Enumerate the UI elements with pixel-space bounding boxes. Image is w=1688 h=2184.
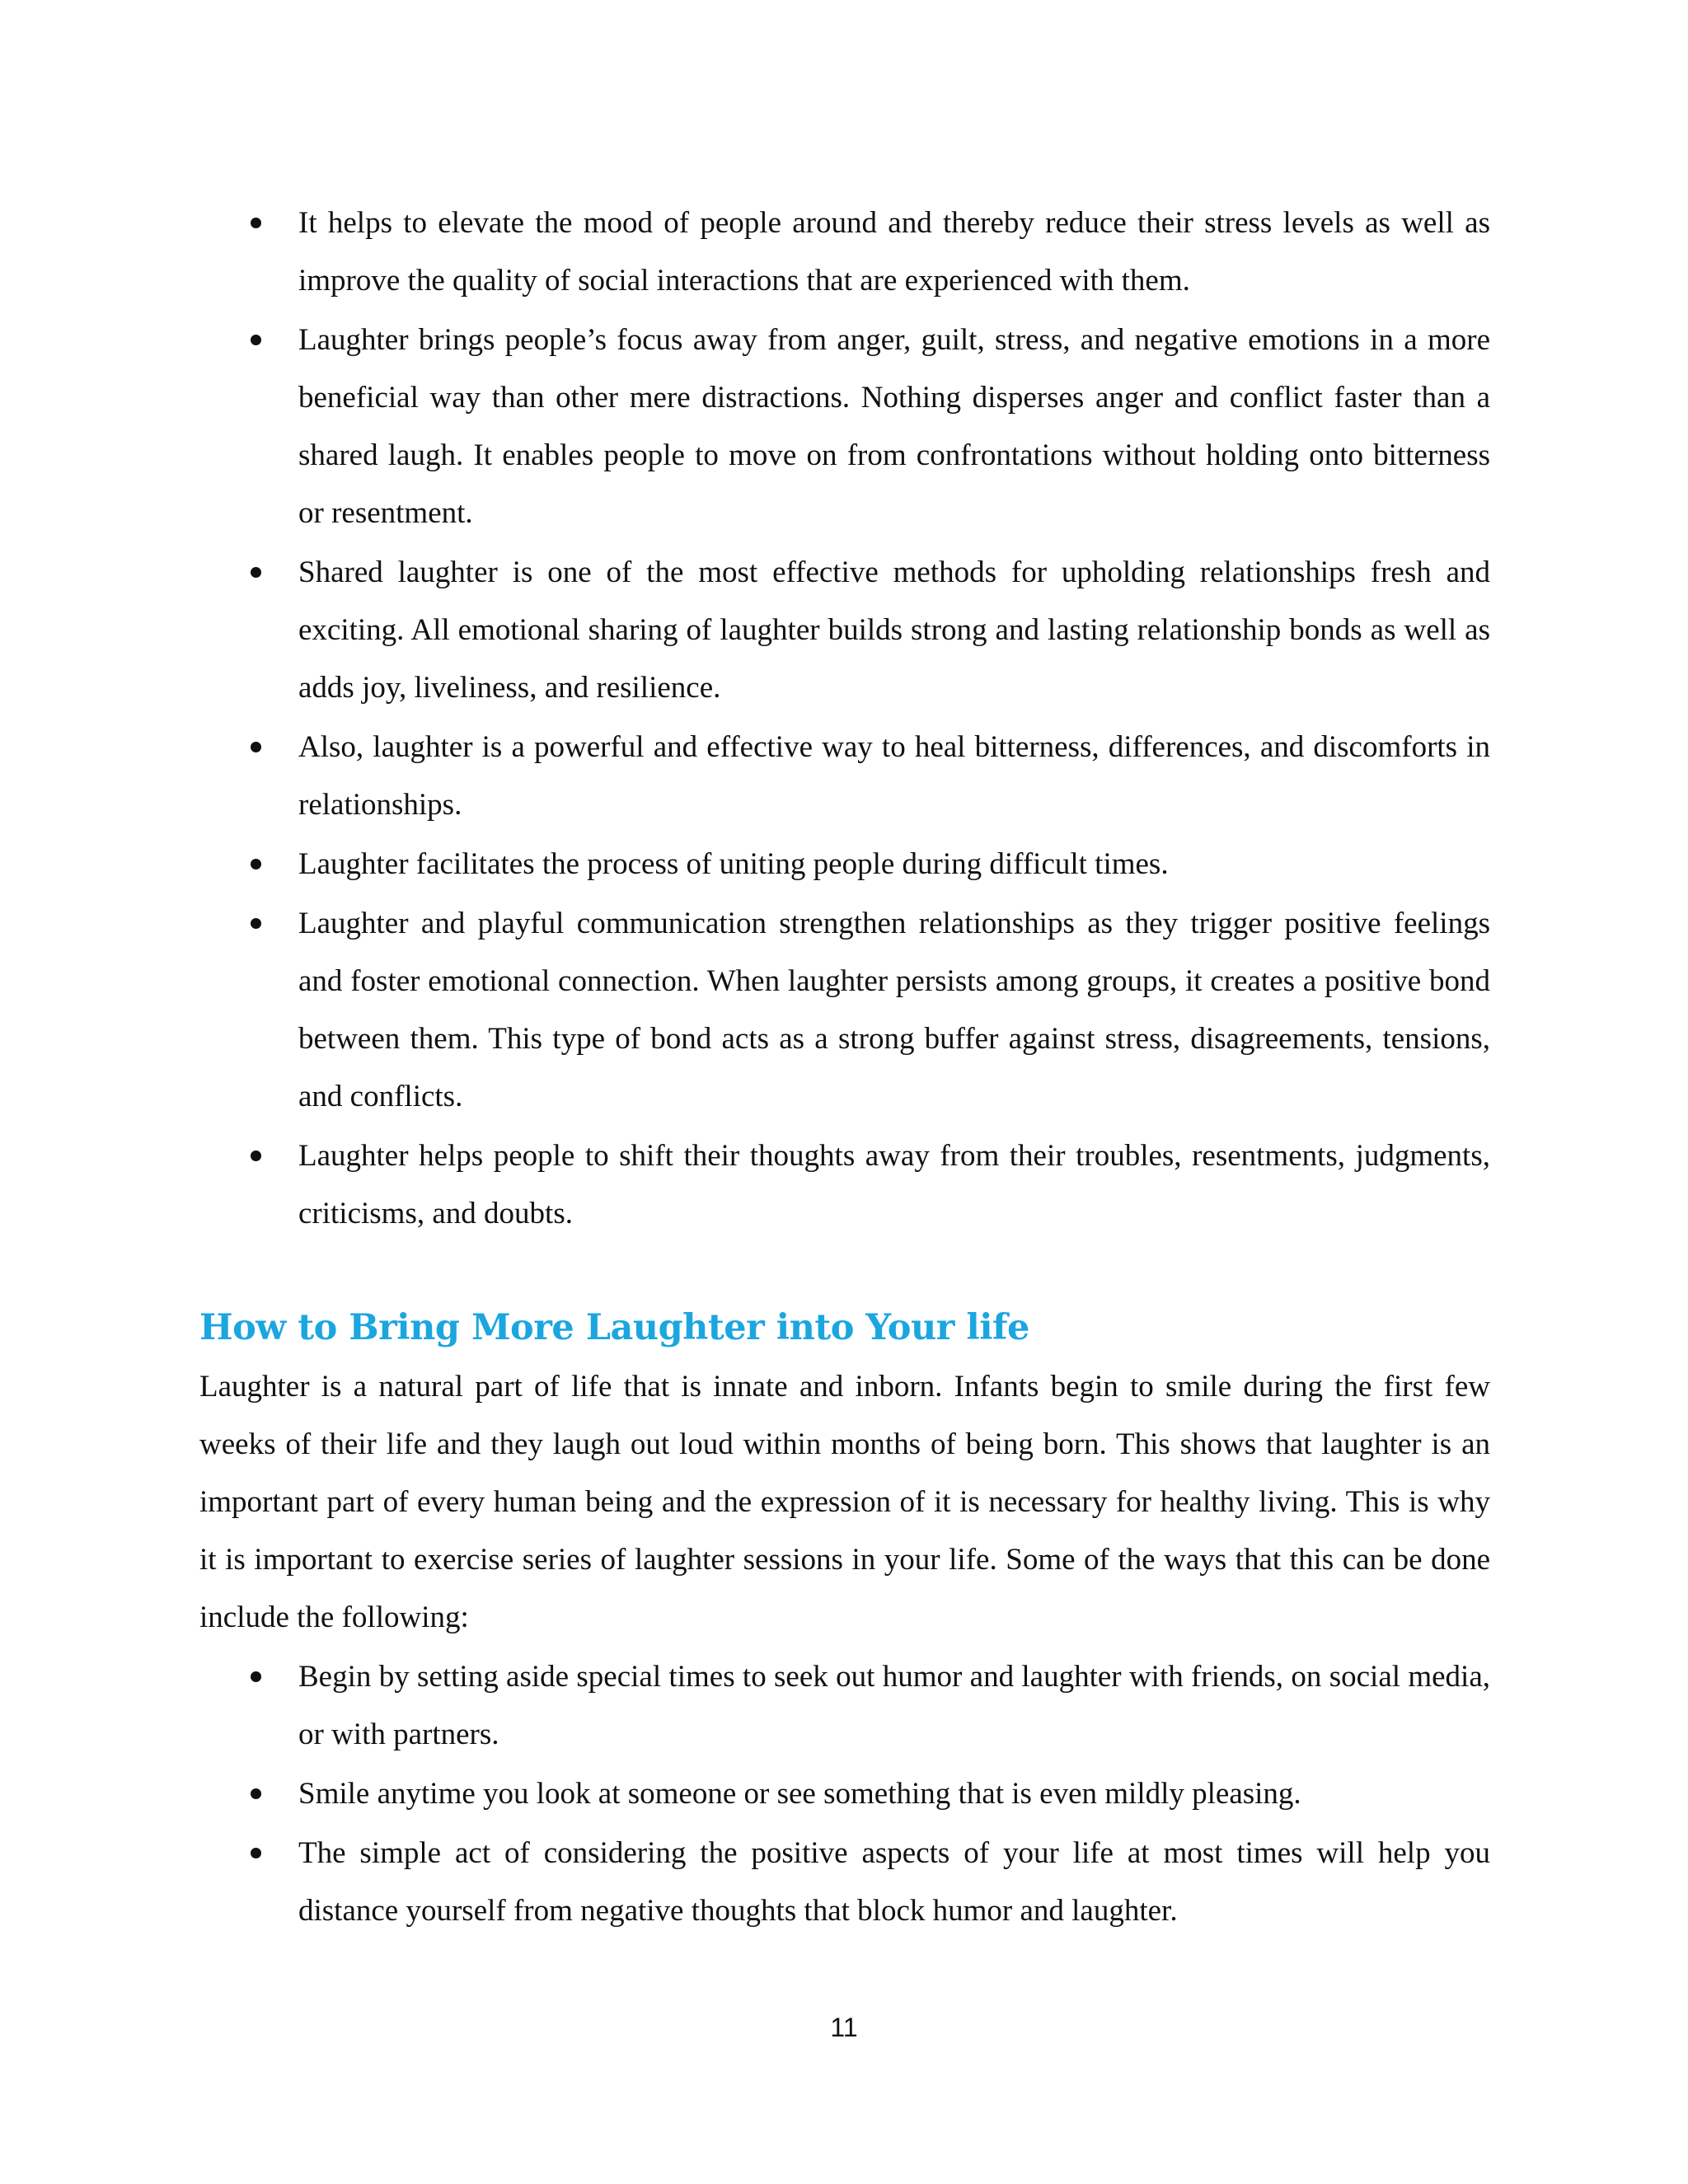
- bullet-icon: [251, 218, 261, 228]
- bullet-icon: [251, 567, 261, 578]
- list-item-text: Also, laughter is a powerful and effective way to heal bitterness, differences, and discomforts in relationships.: [298, 730, 1490, 822]
- list-item-text: Shared laughter is one of the most effective methods for upholding relationships fresh and exciting. All emotional sharing of laughter builds strong and lasting relationship bonds as well as adds joy, liveliness, and resilience.: [298, 555, 1490, 705]
- list-item-text: Laughter facilitates the process of uniting people during difficult times.: [298, 847, 1169, 881]
- bullet-icon: [251, 1671, 261, 1682]
- list-item: [199, 895, 1490, 1126]
- list-item: [199, 1765, 1490, 1823]
- bullet-icon: [251, 918, 261, 929]
- benefits-bullet-list: [199, 194, 1490, 1243]
- list-item: [199, 544, 1490, 717]
- bullet-icon: [251, 1788, 261, 1799]
- page-number: 11: [830, 2013, 858, 2042]
- bullet-icon: [251, 335, 261, 345]
- list-item-text: It helps to elevate the mood of people around and thereby reduce their stress levels as well as improve the quality of social interactions that are experienced with them.: [298, 206, 1490, 298]
- list-item-text: Laughter brings people’s focus away from anger, guilt, stress, and negative emotions in a more beneficial way than other mere distractions. Nothing disperses anger and conflict faster than a shared laugh. It enables people to move on from confrontations without holding onto bitterness or resentment.: [298, 323, 1490, 530]
- bullet-icon: [251, 1151, 261, 1161]
- list-item: [199, 1825, 1490, 1940]
- list-item: [199, 1127, 1490, 1243]
- section-heading: How to Bring More Laughter into Your life: [199, 1307, 1029, 1348]
- list-item-text: Laughter and playful communication strengthen relationships as they trigger positive feelings and foster emotional connection. When laughter persists among groups, it creates a positive bond between them. This type of bond acts as a strong buffer against stress, disagreements, tensions, and conflicts.: [298, 907, 1490, 1113]
- section-paragraph: Laughter is a natural part of life that is innate and inborn. Infants begin to smile during the first few weeks of their life and they laugh out loud within months of being born. This shows that laughter is an important part of every human being and the expression of it is necessary for healthy living. This is why it is important to exercise series of laughter sessions in your life. Some of the ways that this can be done include the following:: [199, 1370, 1490, 1634]
- list-item-text: Laughter helps people to shift their thoughts away from their troubles, resentments, judgments, criticisms, and doubts.: [298, 1139, 1490, 1230]
- page-content: [199, 194, 1490, 1942]
- tips-bullet-list: [199, 1648, 1490, 1940]
- list-item: [199, 312, 1490, 542]
- list-item-text: Smile anytime you look at someone or see something that is even mildly pleasing.: [298, 1777, 1301, 1811]
- list-item-text: The simple act of considering the positive aspects of your life at most times will help you distance yourself from negative thoughts that block humor and laughter.: [298, 1836, 1490, 1928]
- list-item: [199, 194, 1490, 310]
- bullet-icon: [251, 1848, 261, 1858]
- list-item: [199, 719, 1490, 834]
- bullet-icon: [251, 742, 261, 752]
- list-item: [199, 836, 1490, 893]
- list-item-text: Begin by setting aside special times to seek out humor and laughter with friends, on social media, or with partners.: [298, 1660, 1490, 1751]
- bullet-icon: [251, 859, 261, 869]
- list-item: [199, 1648, 1490, 1764]
